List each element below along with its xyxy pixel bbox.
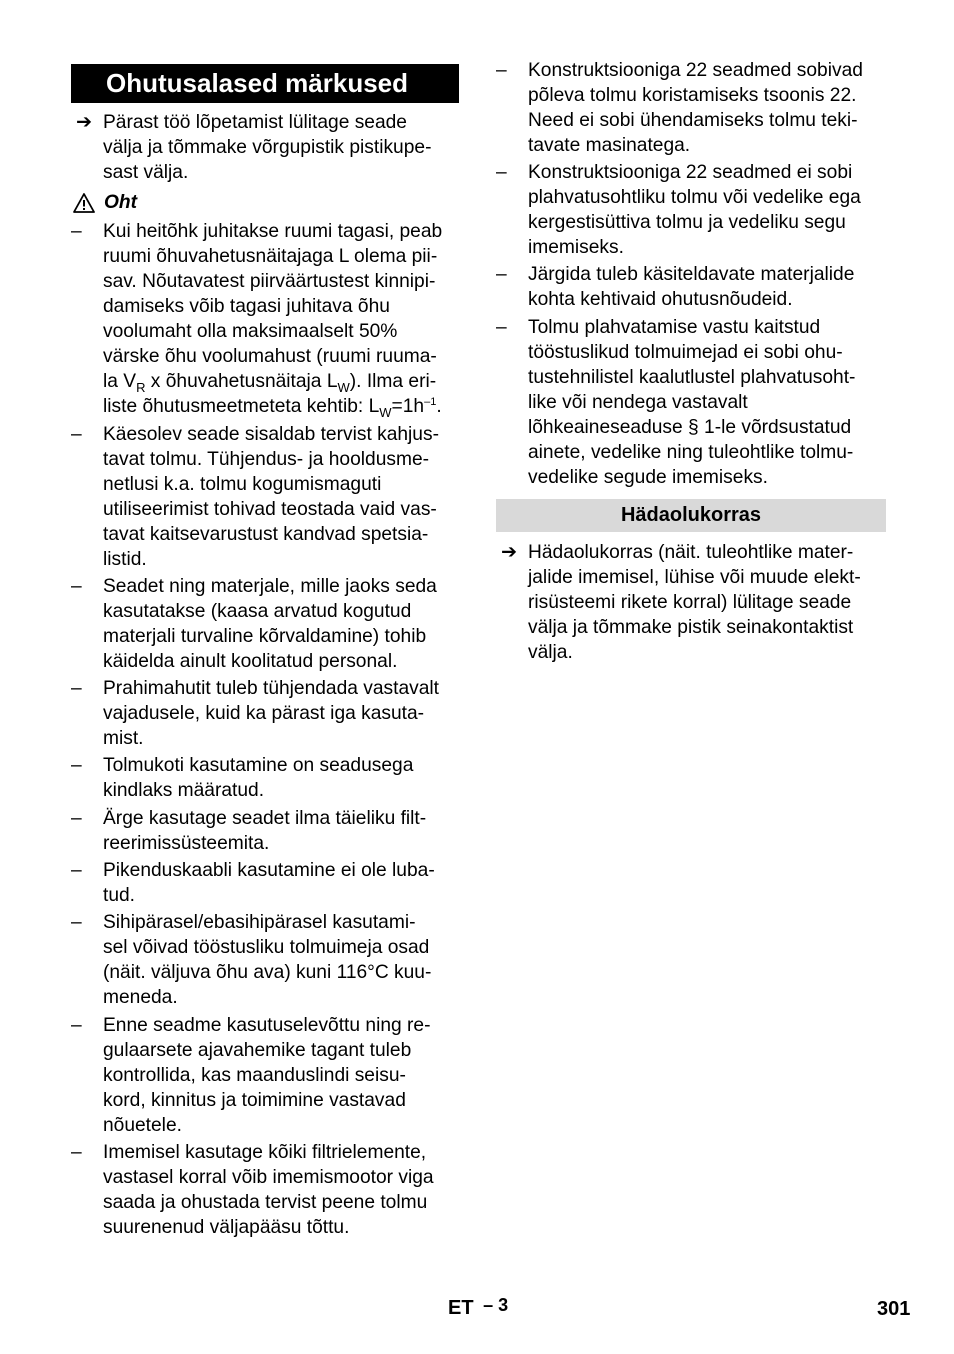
list-item: [71, 910, 459, 1010]
list-item: [71, 574, 459, 674]
dash-marker: –: [71, 221, 82, 242]
arrow-right-icon: ➔: [76, 112, 93, 133]
dash-marker: –: [496, 162, 507, 183]
footer-section-label: ET – 3: [448, 1295, 509, 1319]
list-item: [71, 806, 459, 856]
dash-marker: –: [71, 1142, 82, 1163]
list-item: [71, 219, 459, 419]
list-item-text: Kui heitõhk juhitakse ruumi tagasi, peab ruumi õhuvahetusnäitajaga L olema pii- sav. Nõutavatest piirväärtustest kinnipi- damiseks võib tagasi juhitava õhu voolumaht olla maksimaalselt 50% värske õhu voolumahust (ruumi ruuma- la $V_R$ x õhuvahetusnäitaja $L_W$). Ilma eri- liste õhutusmeetmeteta kehtib: $L_W=1h^{-1}$.: [103, 221, 443, 420]
list-item-text: Järgida tuleb käsiteldavate materjalide kohta kehtivaid ohutusnõudeid.: [528, 264, 855, 310]
list-item-text: Seadet ning materjale, mille jaoks seda kasutatakse (kaasa arvatud kogutud materjali turvaline kõrvaldamine) tohib käidelda ainult koolitatud personal.: [103, 576, 437, 672]
list-item-text: Prahimahutit tuleb tühjendada vastavalt vajadusele, kuid ka pärast iga kasuta- mist.: [103, 678, 439, 749]
list-item-text: Imemisel kasutage kõiki filtrielemente, vastasel korral võib imemismootor viga saada ja ohustada tervist peene tolmu suurenenud väljapääsu tõttu.: [103, 1142, 434, 1238]
list-item: [71, 676, 459, 751]
list-item-text: Enne seadme kasutuselevõttu ning re- gulaarsete ajavahemike tagant tuleb kontrollida, kas maanduslindi seisu- kord, kinnitus ja toimimine vastavad nõuetele.: [103, 1015, 431, 1136]
list-item: [71, 858, 459, 908]
list-item-text: Käesolev seade sisaldab tervist kahjus- tavat tolmu. Tühjendus- ja hooldusme- netlusi k.a. tolmu kogumismaguti utiliseerimist tohivad teostada vaid vas- tavat kaitsevarustust kandvad spetsia- listid.: [103, 424, 439, 570]
warning-label: Oht: [104, 192, 138, 213]
instruction-item: [71, 110, 459, 185]
instruction-text: Hädaolukorras (näit. tuleohtlike mater- jalide imemisel, lühise või muude elekt- risüsteemi rikete korral) lülitage seade välja ja tõmmake pistik seinakontaktist välja.: [528, 542, 861, 663]
list-item-text: Tolmukoti kasutamine on seadusega kindlaks määratud.: [103, 755, 414, 801]
list-item: [496, 160, 886, 260]
dash-marker: –: [71, 678, 82, 699]
list-item: [71, 1140, 459, 1240]
list-item: [496, 315, 886, 490]
list-item: [496, 262, 886, 312]
instruction-text: Pärast töö lõpetamist lülitage seade välja ja tõmmake võrgupistik pistikupe- sast välja.: [103, 112, 432, 183]
dash-marker: –: [71, 576, 82, 597]
dash-marker: –: [71, 1015, 82, 1036]
dash-marker: –: [71, 424, 82, 445]
list-item: [71, 753, 459, 803]
list-item-text: Tolmu plahvatamise vastu kaitstud tööstuslikud tolmuimejad ei sobi ohu- tustehnilistel kaalutlustel plahvatusoht- like või nendega vastavalt lõhkeaineseaduse § 1-le võrdsustatud ainete, vedelike ning tuleohtlike tolmu- vedelike segude imemiseks.: [528, 317, 856, 488]
dash-marker: –: [71, 755, 82, 776]
list-item: [71, 1013, 459, 1138]
instruction-item: [496, 540, 886, 665]
dash-marker: –: [71, 912, 82, 933]
list-item: [496, 58, 886, 158]
list-item-text: Pikenduskaabli kasutamine ei ole luba- tud.: [103, 860, 435, 906]
list-item-text: Konstruktsiooniga 22 seadmed ei sobi plahvatusohtliku tolmu või vedelike ega kergestisüttiva tolmu ja vedeliku segu imemiseks.: [528, 162, 861, 258]
list-item: [71, 422, 459, 572]
dash-marker: –: [496, 60, 507, 81]
dash-marker: –: [71, 808, 82, 829]
warning-triangle-icon: [73, 193, 95, 213]
page-number: 301: [877, 1298, 911, 1320]
emergency-heading: Hädaolukorras: [496, 499, 886, 532]
dash-marker: –: [496, 317, 507, 338]
list-item-text: Sihipärasel/ebasihipärasel kasutami- sel võivad tööstusliku tolmuimeja osad (näit. väljuva õhu ava) kuni 116°C kuu- meneda.: [103, 912, 432, 1008]
section-title: Ohutusalased märkused: [71, 64, 459, 103]
dash-marker: –: [496, 264, 507, 285]
arrow-right-icon: ➔: [501, 542, 518, 563]
list-item-text: Konstruktsiooniga 22 seadmed sobivad põleva tolmu koristamiseks tsoonis 22. Need ei sobi ühendamiseks tolmu teki- tavate masinatega.: [528, 60, 863, 156]
list-item-text: Ärge kasutage seadet ilma täieliku filt- reerimissüsteemita.: [103, 808, 427, 854]
dash-marker: –: [71, 860, 82, 881]
